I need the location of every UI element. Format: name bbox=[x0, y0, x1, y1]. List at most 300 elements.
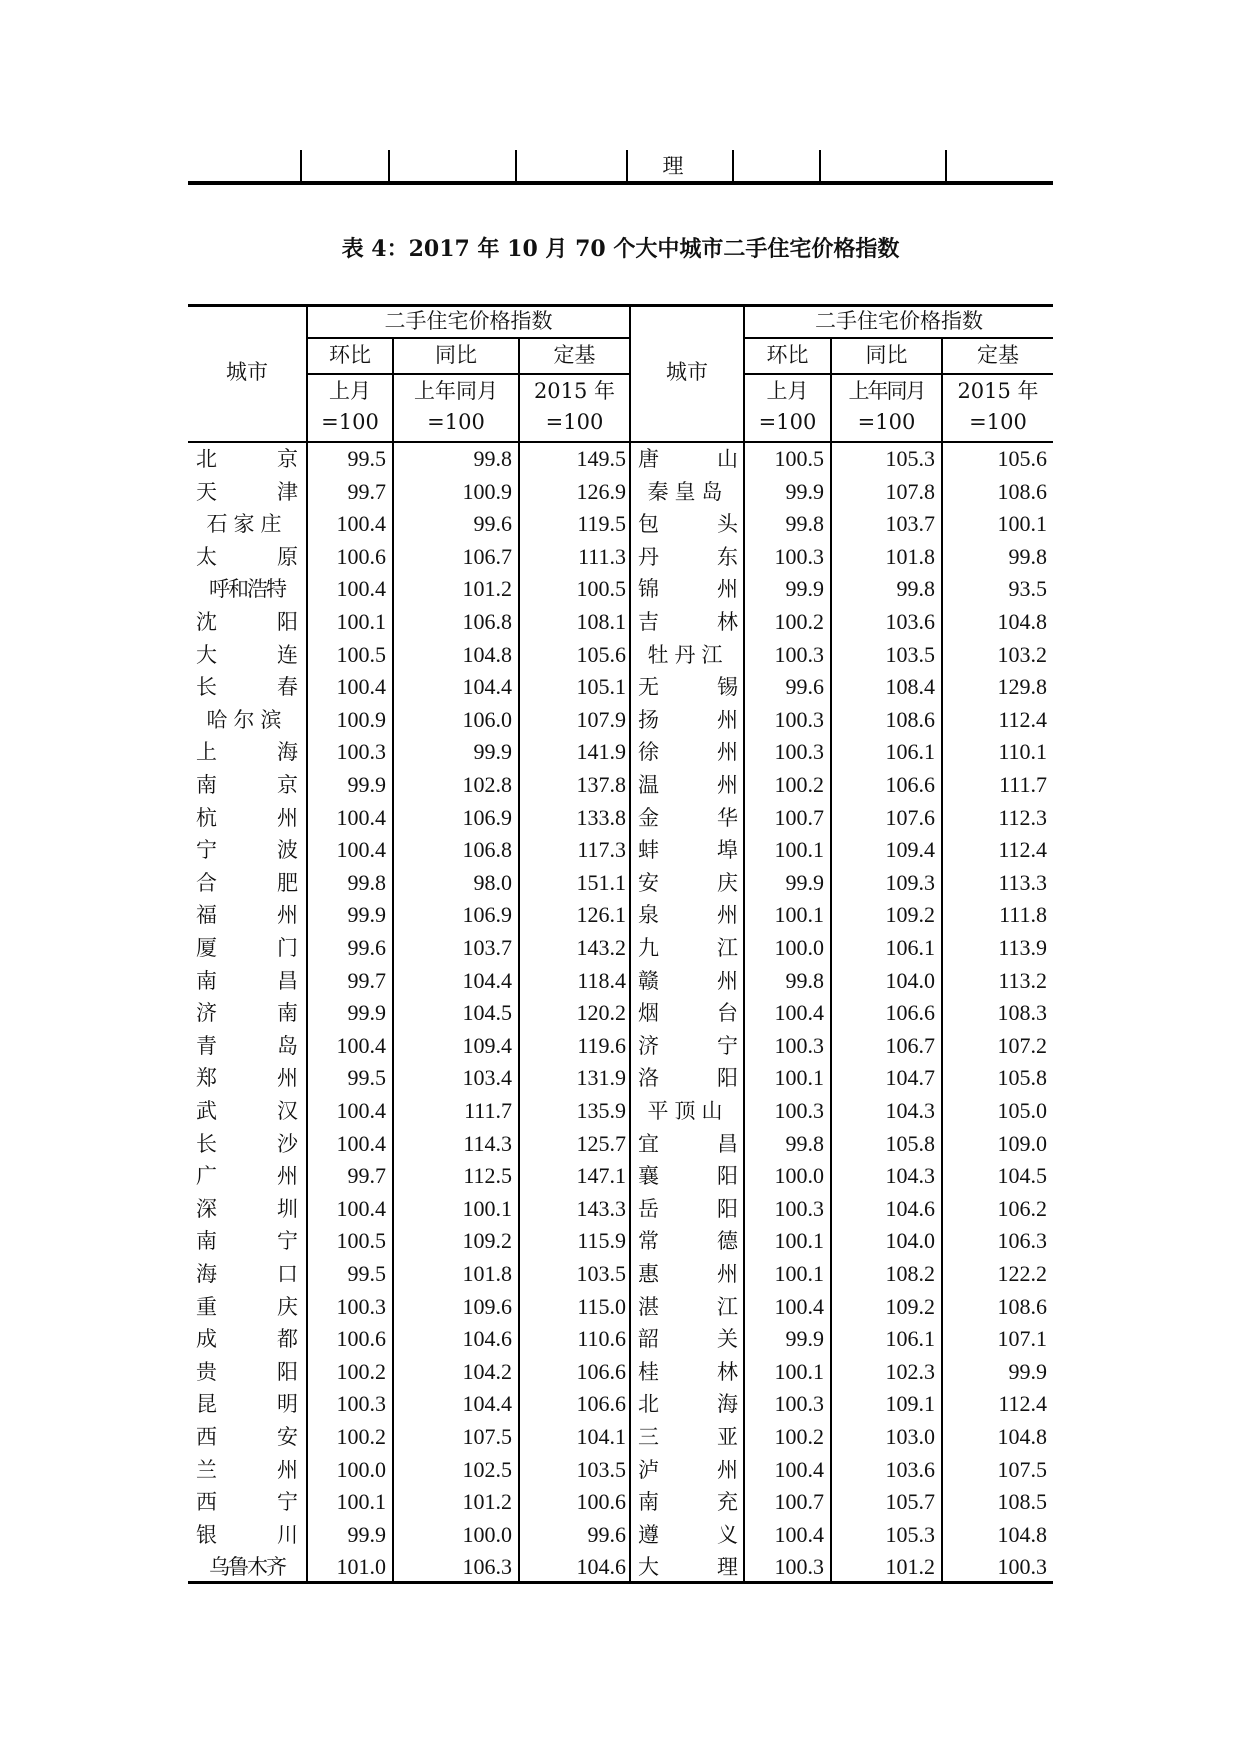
value-mom: 100.4 bbox=[774, 1521, 824, 1547]
value-mom: 100.1 bbox=[774, 1261, 824, 1286]
header-divider bbox=[744, 373, 1053, 375]
value-yoy: 103.7 bbox=[462, 935, 512, 960]
value-base: 104.8 bbox=[997, 1521, 1047, 1547]
value-base: 111.3 bbox=[578, 543, 626, 569]
city-name: 郑州 bbox=[196, 1066, 298, 1091]
value-base: 112.4 bbox=[998, 837, 1047, 863]
city-name: 洛阳 bbox=[638, 1066, 738, 1091]
city-name: 杭州 bbox=[196, 805, 298, 830]
value-yoy: 101.2 bbox=[462, 576, 512, 602]
value-yoy: 106.1 bbox=[885, 739, 935, 765]
value-mom: 99.9 bbox=[785, 1326, 824, 1352]
city-name: 无锡 bbox=[638, 675, 738, 700]
value-yoy: 104.8 bbox=[462, 641, 512, 667]
value-base: 118.4 bbox=[577, 967, 626, 993]
header-yoy: 同比 bbox=[435, 343, 477, 367]
value-base: 107.1 bbox=[997, 1326, 1047, 1352]
value-yoy: 107.6 bbox=[885, 804, 935, 830]
city-name: 成都 bbox=[196, 1327, 298, 1352]
value-base: 115.9 bbox=[577, 1228, 626, 1254]
value-base: 93.5 bbox=[1008, 576, 1047, 602]
value-base: 113.2 bbox=[998, 967, 1047, 993]
value-base: 113.9 bbox=[998, 935, 1047, 960]
value-base: 100.1 bbox=[997, 511, 1047, 537]
value-base: 112.4 bbox=[998, 706, 1047, 732]
value-base: 111.7 bbox=[999, 772, 1047, 797]
value-yoy: 108.6 bbox=[885, 706, 935, 732]
value-base: 108.3 bbox=[997, 1000, 1047, 1026]
value-yoy: 104.0 bbox=[885, 967, 935, 993]
value-mom: 99.9 bbox=[785, 576, 824, 602]
city-name: 安庆 bbox=[638, 870, 738, 895]
value-yoy: 107.5 bbox=[462, 1424, 512, 1449]
city-name: 长春 bbox=[196, 675, 298, 700]
value-base: 104.8 bbox=[997, 1424, 1047, 1449]
value-yoy: 104.6 bbox=[462, 1326, 512, 1352]
city-name: 太原 bbox=[196, 544, 298, 569]
value-yoy: 100.0 bbox=[462, 1521, 512, 1547]
value-mom: 100.6 bbox=[336, 1326, 386, 1352]
header-eq100: =100 bbox=[857, 410, 916, 434]
city-name: 泉州 bbox=[638, 903, 738, 928]
value-yoy: 106.6 bbox=[885, 772, 935, 797]
value-mom: 100.4 bbox=[336, 1130, 386, 1156]
value-base: 137.8 bbox=[576, 772, 626, 797]
city-name: 包头 bbox=[638, 512, 738, 537]
header-mom-base: 上月 bbox=[329, 379, 371, 403]
value-base: 100.6 bbox=[576, 1489, 626, 1515]
header-eq100: =100 bbox=[545, 410, 604, 434]
value-base: 104.6 bbox=[576, 1554, 626, 1580]
value-mom: 99.8 bbox=[785, 511, 824, 537]
city-name: 青岛 bbox=[196, 1033, 298, 1058]
city-name: 宜昌 bbox=[638, 1131, 738, 1156]
value-mom: 100.2 bbox=[336, 1358, 386, 1384]
value-mom: 100.3 bbox=[774, 641, 824, 667]
value-base: 100.5 bbox=[576, 576, 626, 602]
value-base: 103.5 bbox=[576, 1456, 626, 1482]
value-yoy: 103.7 bbox=[885, 511, 935, 537]
city-name: 烟台 bbox=[638, 1001, 738, 1026]
value-mom: 100.6 bbox=[336, 543, 386, 569]
city-name: 银川 bbox=[196, 1522, 298, 1547]
city-name: 蚌埠 bbox=[638, 838, 738, 863]
header-mom: 环比 bbox=[329, 343, 371, 367]
city-name: 西宁 bbox=[196, 1490, 298, 1515]
city-name: 北京 bbox=[196, 447, 298, 471]
value-base: 99.8 bbox=[1008, 543, 1047, 569]
city-name: 哈尔滨 bbox=[206, 707, 288, 732]
value-base: 115.0 bbox=[577, 1293, 626, 1319]
value-yoy: 106.1 bbox=[885, 935, 935, 960]
header-city: 城市 bbox=[226, 360, 268, 384]
value-base: 126.9 bbox=[576, 478, 626, 504]
city-name: 广州 bbox=[196, 1164, 298, 1189]
value-mom: 100.4 bbox=[774, 1456, 824, 1482]
value-mom: 99.8 bbox=[785, 1130, 824, 1156]
value-mom: 100.7 bbox=[774, 804, 824, 830]
value-base: 108.1 bbox=[576, 609, 626, 634]
value-base: 110.1 bbox=[998, 739, 1047, 765]
value-mom: 100.3 bbox=[336, 1293, 386, 1319]
value-mom: 99.7 bbox=[347, 1163, 386, 1189]
value-base: 105.0 bbox=[997, 1098, 1047, 1123]
value-mom: 99.8 bbox=[785, 967, 824, 993]
value-yoy: 105.8 bbox=[885, 1130, 935, 1156]
city-name: 南宁 bbox=[196, 1229, 298, 1254]
value-yoy: 99.9 bbox=[473, 739, 512, 765]
value-base: 107.5 bbox=[997, 1456, 1047, 1482]
city-name: 兰州 bbox=[196, 1457, 298, 1482]
city-name: 合肥 bbox=[196, 870, 298, 895]
value-base: 105.6 bbox=[576, 641, 626, 667]
city-name: 大理 bbox=[638, 1555, 738, 1580]
header-group: 二手住宅价格指数 bbox=[815, 309, 983, 333]
city-name: 锦州 bbox=[638, 577, 738, 602]
value-yoy: 101.2 bbox=[462, 1489, 512, 1515]
value-base: 103.2 bbox=[997, 641, 1047, 667]
value-base: 120.2 bbox=[576, 1000, 626, 1026]
value-yoy: 106.7 bbox=[462, 543, 512, 569]
value-yoy: 106.3 bbox=[462, 1554, 512, 1580]
value-yoy: 101.2 bbox=[885, 1554, 935, 1580]
value-yoy: 103.6 bbox=[885, 1456, 935, 1482]
value-mom: 99.6 bbox=[785, 674, 824, 700]
value-mom: 100.1 bbox=[774, 1065, 824, 1091]
value-yoy: 102.8 bbox=[462, 772, 512, 797]
value-base: 104.8 bbox=[997, 609, 1047, 634]
value-yoy: 101.8 bbox=[885, 543, 935, 569]
value-yoy: 102.3 bbox=[885, 1358, 935, 1384]
city-name: 宁波 bbox=[196, 838, 298, 863]
value-base: 135.9 bbox=[576, 1098, 626, 1123]
city-name: 昆明 bbox=[196, 1392, 298, 1417]
header-yoy-base: 上年同月 bbox=[848, 379, 925, 403]
value-mom: 100.1 bbox=[336, 1489, 386, 1515]
city-name: 惠州 bbox=[638, 1262, 738, 1286]
value-yoy: 103.6 bbox=[885, 609, 935, 634]
city-name: 唐山 bbox=[638, 447, 738, 471]
value-mom: 100.4 bbox=[336, 511, 386, 537]
value-base: 119.6 bbox=[577, 1032, 626, 1058]
header-eq100: =100 bbox=[758, 410, 817, 434]
value-base: 143.2 bbox=[576, 935, 626, 960]
value-mom: 99.8 bbox=[347, 869, 386, 895]
city-name: 天津 bbox=[196, 479, 298, 504]
city-name: 扬州 bbox=[638, 707, 738, 732]
value-base: 131.9 bbox=[576, 1065, 626, 1091]
value-base: 110.6 bbox=[577, 1326, 626, 1352]
city-name: 三亚 bbox=[638, 1425, 738, 1449]
value-yoy: 104.4 bbox=[462, 674, 512, 700]
value-base: 133.8 bbox=[576, 804, 626, 830]
value-yoy: 106.7 bbox=[885, 1032, 935, 1058]
city-name: 南充 bbox=[638, 1490, 738, 1515]
city-name: 上海 bbox=[196, 740, 298, 765]
value-mom: 100.0 bbox=[774, 1163, 824, 1189]
value-yoy: 109.4 bbox=[885, 837, 935, 863]
value-mom: 100.3 bbox=[774, 543, 824, 569]
value-mom: 100.4 bbox=[774, 1000, 824, 1026]
value-mom: 100.3 bbox=[774, 1098, 824, 1123]
value-base: 105.8 bbox=[997, 1065, 1047, 1091]
value-base: 105.1 bbox=[576, 674, 626, 700]
value-yoy: 104.4 bbox=[462, 967, 512, 993]
value-mom: 100.2 bbox=[774, 772, 824, 797]
value-mom: 99.9 bbox=[347, 902, 386, 928]
value-mom: 100.3 bbox=[774, 1195, 824, 1221]
value-yoy: 109.4 bbox=[462, 1032, 512, 1058]
city-name: 襄阳 bbox=[638, 1164, 738, 1189]
city-name: 西安 bbox=[196, 1425, 298, 1449]
value-yoy: 108.2 bbox=[885, 1261, 935, 1286]
city-name: 石家庄 bbox=[206, 512, 288, 537]
city-name: 赣州 bbox=[638, 968, 738, 993]
value-mom: 100.1 bbox=[774, 902, 824, 928]
value-base: 99.9 bbox=[1008, 1358, 1047, 1384]
city-name: 深圳 bbox=[196, 1196, 298, 1221]
city-name: 平顶山 bbox=[647, 1099, 729, 1123]
value-yoy: 109.3 bbox=[885, 869, 935, 895]
value-yoy: 109.2 bbox=[885, 1293, 935, 1319]
city-name: 牡丹江 bbox=[647, 642, 729, 667]
value-yoy: 102.5 bbox=[462, 1456, 512, 1482]
value-base: 122.2 bbox=[997, 1261, 1047, 1286]
value-yoy: 100.1 bbox=[462, 1195, 512, 1221]
value-yoy: 106.8 bbox=[462, 837, 512, 863]
value-mom: 99.9 bbox=[347, 1521, 386, 1547]
value-mom: 100.5 bbox=[336, 1228, 386, 1254]
value-yoy: 106.8 bbox=[462, 609, 512, 634]
value-mom: 101.0 bbox=[336, 1554, 386, 1580]
value-mom: 99.5 bbox=[347, 1261, 386, 1286]
value-yoy: 104.3 bbox=[885, 1163, 935, 1189]
value-base: 151.1 bbox=[576, 869, 626, 895]
value-yoy: 109.2 bbox=[462, 1228, 512, 1254]
value-base: 143.3 bbox=[576, 1195, 626, 1221]
city-name: 呼和浩特 bbox=[209, 577, 285, 602]
value-base: 112.4 bbox=[998, 1391, 1047, 1417]
value-base: 108.5 bbox=[997, 1489, 1047, 1515]
value-mom: 100.4 bbox=[774, 1293, 824, 1319]
value-mom: 99.5 bbox=[347, 1065, 386, 1091]
city-name: 济宁 bbox=[638, 1033, 738, 1058]
value-base: 106.3 bbox=[997, 1228, 1047, 1254]
value-base: 106.2 bbox=[997, 1195, 1047, 1221]
value-yoy: 104.5 bbox=[462, 1000, 512, 1026]
value-yoy: 105.3 bbox=[885, 1521, 935, 1547]
value-base: 109.0 bbox=[997, 1130, 1047, 1156]
value-mom: 99.7 bbox=[347, 478, 386, 504]
header-base-base: 2015 年 bbox=[957, 379, 1039, 403]
value-yoy: 106.9 bbox=[462, 902, 512, 928]
value-yoy: 107.8 bbox=[885, 478, 935, 504]
header-mom: 环比 bbox=[766, 343, 809, 367]
value-yoy: 99.8 bbox=[473, 446, 512, 471]
city-name: 秦皇岛 bbox=[647, 479, 729, 504]
value-mom: 100.3 bbox=[336, 1391, 386, 1417]
header-divider bbox=[744, 337, 1053, 339]
city-name: 韶关 bbox=[638, 1327, 738, 1352]
value-mom: 100.2 bbox=[774, 1424, 824, 1449]
value-base: 105.6 bbox=[997, 446, 1047, 471]
header-divider bbox=[307, 337, 630, 339]
city-name: 徐州 bbox=[638, 740, 738, 765]
header-base: 定基 bbox=[553, 343, 596, 367]
value-base: 117.3 bbox=[577, 837, 626, 863]
value-mom: 100.3 bbox=[774, 739, 824, 765]
value-yoy: 99.6 bbox=[473, 511, 512, 537]
value-base: 141.9 bbox=[576, 739, 626, 765]
value-base: 119.5 bbox=[577, 511, 626, 537]
value-base: 111.8 bbox=[999, 902, 1047, 928]
value-yoy: 109.1 bbox=[885, 1391, 935, 1417]
value-yoy: 104.3 bbox=[885, 1098, 935, 1123]
value-base: 106.6 bbox=[576, 1358, 626, 1384]
header-city: 城市 bbox=[666, 360, 708, 384]
value-yoy: 106.9 bbox=[462, 804, 512, 830]
city-name: 丹东 bbox=[638, 544, 738, 569]
value-yoy: 103.0 bbox=[885, 1424, 935, 1449]
value-mom: 100.4 bbox=[336, 837, 386, 863]
value-yoy: 98.0 bbox=[473, 869, 512, 895]
header-yoy: 同比 bbox=[865, 343, 908, 367]
value-yoy: 104.2 bbox=[462, 1358, 512, 1384]
fragment-cell-text: 理 bbox=[662, 154, 684, 178]
city-name: 湛江 bbox=[638, 1294, 738, 1319]
value-mom: 100.4 bbox=[336, 1098, 386, 1123]
header-eq100: =100 bbox=[321, 410, 379, 434]
value-base: 125.7 bbox=[576, 1130, 626, 1156]
city-name: 长沙 bbox=[196, 1131, 298, 1156]
value-mom: 99.9 bbox=[785, 869, 824, 895]
value-yoy: 103.4 bbox=[462, 1065, 512, 1091]
city-name: 乌鲁木齐 bbox=[209, 1555, 285, 1580]
value-yoy: 106.0 bbox=[462, 706, 512, 732]
value-base: 107.2 bbox=[997, 1032, 1047, 1058]
value-yoy: 108.4 bbox=[885, 674, 935, 700]
city-name: 南京 bbox=[196, 773, 298, 797]
value-base: 149.5 bbox=[576, 446, 626, 471]
value-yoy: 104.7 bbox=[885, 1065, 935, 1091]
value-base: 129.8 bbox=[997, 674, 1047, 700]
value-base: 106.6 bbox=[576, 1391, 626, 1417]
value-base: 113.3 bbox=[998, 869, 1047, 895]
table-title: 表 4：2017 年 10 月 70 个大中城市二手住宅价格指数 bbox=[341, 236, 900, 262]
value-base: 112.3 bbox=[998, 804, 1047, 830]
value-yoy: 105.3 bbox=[885, 446, 935, 471]
city-name: 遵义 bbox=[638, 1522, 738, 1547]
value-yoy: 111.7 bbox=[464, 1098, 512, 1123]
city-name: 大连 bbox=[196, 642, 298, 667]
value-yoy: 109.2 bbox=[885, 902, 935, 928]
value-mom: 100.0 bbox=[336, 1456, 386, 1482]
city-name: 吉林 bbox=[638, 610, 738, 634]
value-yoy: 101.8 bbox=[462, 1261, 512, 1286]
city-name: 九江 bbox=[638, 936, 738, 960]
value-yoy: 112.5 bbox=[463, 1163, 512, 1189]
value-mom: 100.2 bbox=[336, 1424, 386, 1449]
value-mom: 100.4 bbox=[336, 1032, 386, 1058]
value-mom: 100.2 bbox=[774, 609, 824, 634]
value-yoy: 104.6 bbox=[885, 1195, 935, 1221]
value-yoy: 104.0 bbox=[885, 1228, 935, 1254]
city-name: 岳阳 bbox=[638, 1196, 738, 1221]
value-yoy: 105.7 bbox=[885, 1489, 935, 1515]
column-divider bbox=[629, 306, 631, 1582]
city-name: 泸州 bbox=[638, 1457, 738, 1482]
value-mom: 100.1 bbox=[336, 609, 386, 634]
value-mom: 99.9 bbox=[347, 1000, 386, 1026]
value-base: 108.6 bbox=[997, 1293, 1047, 1319]
value-yoy: 106.6 bbox=[885, 1000, 935, 1026]
value-mom: 100.3 bbox=[774, 706, 824, 732]
header-eq100: =100 bbox=[427, 410, 485, 434]
header-yoy-base: 上年同月 bbox=[414, 379, 498, 403]
value-base: 104.5 bbox=[997, 1163, 1047, 1189]
value-yoy: 104.4 bbox=[462, 1391, 512, 1417]
value-mom: 100.4 bbox=[336, 674, 386, 700]
value-base: 99.6 bbox=[587, 1521, 626, 1547]
value-base: 108.6 bbox=[997, 478, 1047, 504]
value-mom: 100.3 bbox=[774, 1391, 824, 1417]
value-base: 126.1 bbox=[576, 902, 626, 928]
value-mom: 99.7 bbox=[347, 967, 386, 993]
value-mom: 100.4 bbox=[336, 576, 386, 602]
value-yoy: 100.9 bbox=[462, 478, 512, 504]
value-yoy: 109.6 bbox=[462, 1293, 512, 1319]
header-group: 二手住宅价格指数 bbox=[384, 309, 553, 333]
value-yoy: 103.5 bbox=[885, 641, 935, 667]
value-mom: 99.9 bbox=[347, 772, 386, 797]
city-name: 武汉 bbox=[196, 1099, 298, 1123]
header-mom-base: 上月 bbox=[766, 379, 809, 403]
city-name: 金华 bbox=[638, 805, 738, 830]
city-name: 贵阳 bbox=[196, 1359, 298, 1384]
value-mom: 100.1 bbox=[774, 1228, 824, 1254]
value-base: 104.1 bbox=[576, 1424, 626, 1449]
value-base: 147.1 bbox=[576, 1163, 626, 1189]
city-name: 福州 bbox=[196, 903, 298, 928]
value-base: 103.5 bbox=[576, 1261, 626, 1286]
city-name: 海口 bbox=[196, 1262, 298, 1286]
value-base: 107.9 bbox=[576, 706, 626, 732]
header-eq100: =100 bbox=[969, 410, 1027, 434]
value-yoy: 106.1 bbox=[885, 1326, 935, 1352]
value-mom: 100.3 bbox=[774, 1032, 824, 1058]
value-mom: 100.4 bbox=[336, 804, 386, 830]
city-name: 桂林 bbox=[638, 1359, 738, 1384]
city-name: 温州 bbox=[638, 773, 738, 797]
city-name: 南昌 bbox=[196, 968, 298, 993]
header-divider bbox=[307, 373, 630, 375]
city-name: 沈阳 bbox=[196, 610, 298, 634]
value-yoy: 114.3 bbox=[463, 1130, 512, 1156]
value-mom: 100.3 bbox=[774, 1554, 824, 1580]
value-mom: 100.1 bbox=[774, 1358, 824, 1384]
value-mom: 100.5 bbox=[336, 641, 386, 667]
value-base: 100.3 bbox=[997, 1554, 1047, 1580]
value-mom: 100.4 bbox=[336, 1195, 386, 1221]
header-base: 定基 bbox=[977, 343, 1019, 367]
header-base-base: 2015 年 bbox=[533, 379, 616, 403]
city-name: 重庆 bbox=[196, 1294, 298, 1319]
value-mom: 99.5 bbox=[347, 446, 386, 471]
value-mom: 100.0 bbox=[774, 935, 824, 960]
value-mom: 100.9 bbox=[336, 706, 386, 732]
value-yoy: 99.8 bbox=[896, 576, 935, 602]
value-mom: 100.5 bbox=[774, 446, 824, 471]
